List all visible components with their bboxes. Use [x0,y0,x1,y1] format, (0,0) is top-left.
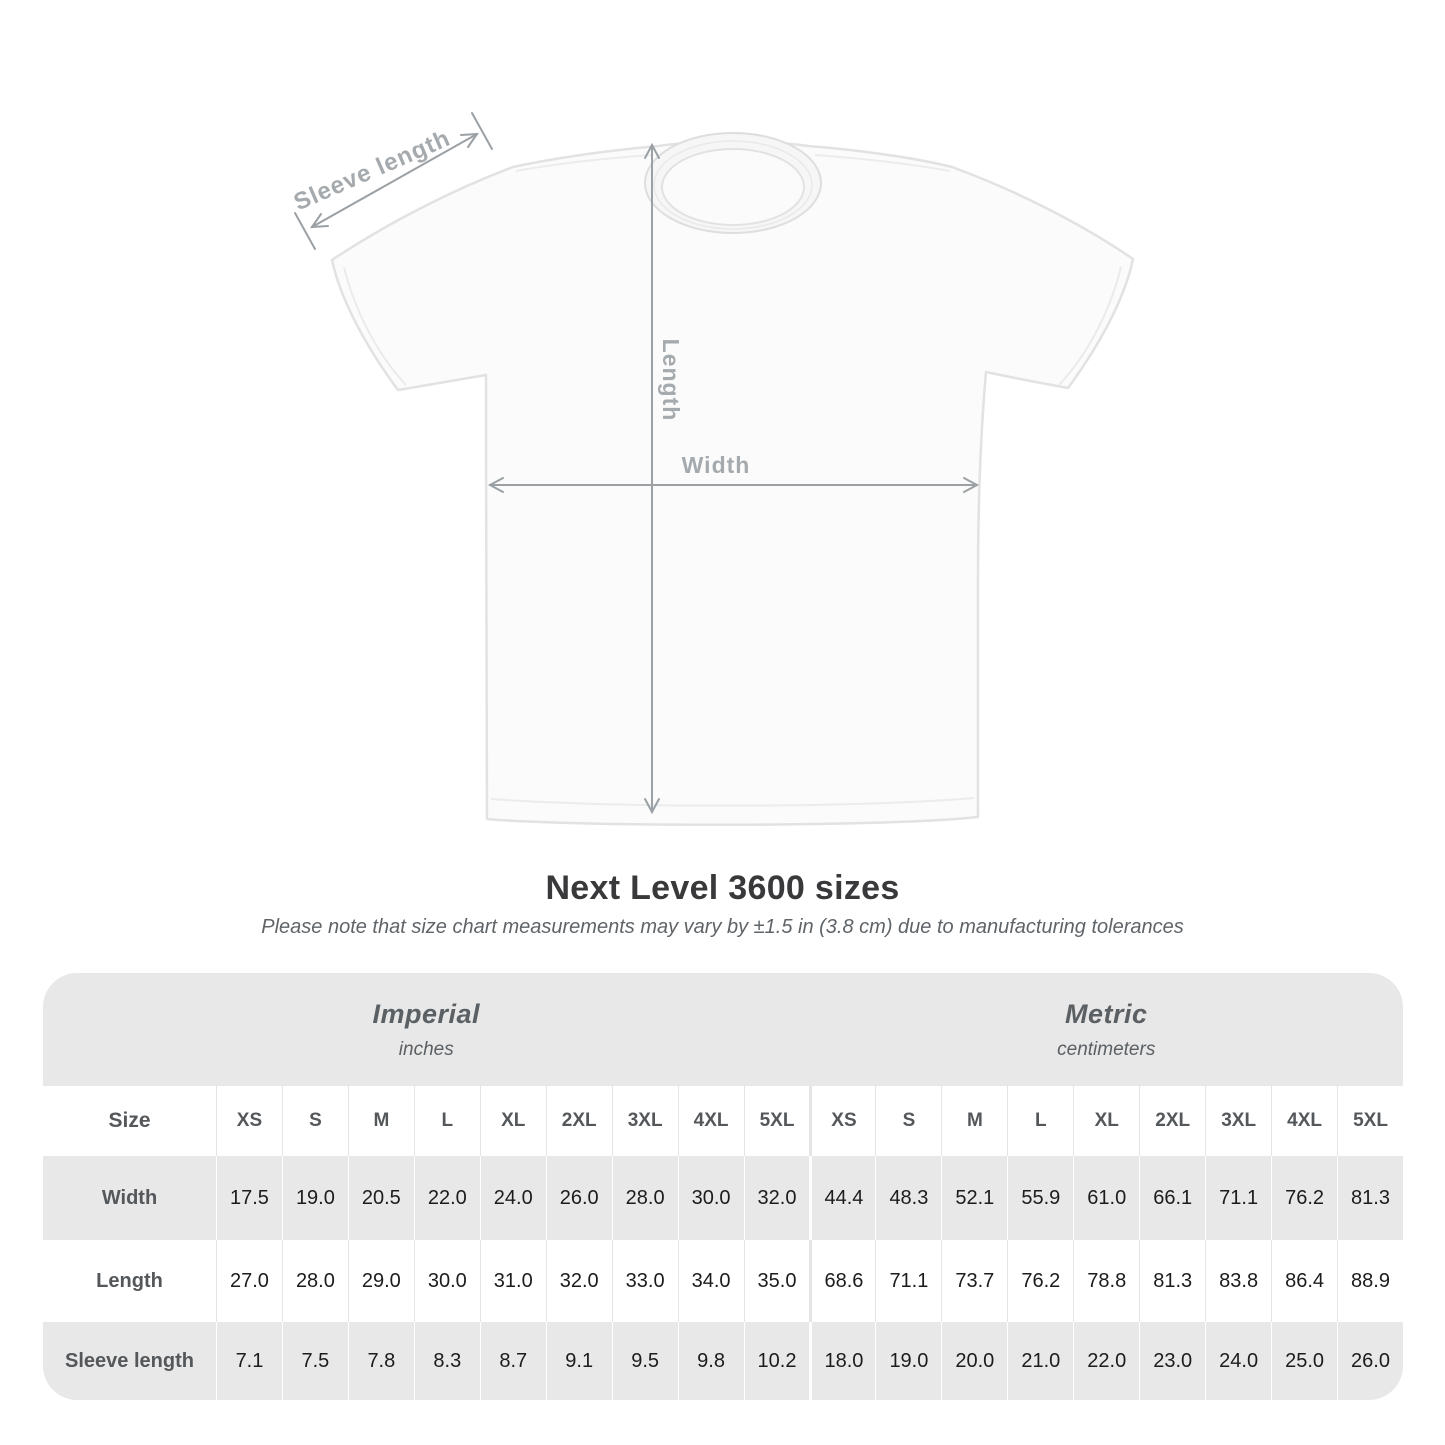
table-cell: 78.8 [1073,1240,1139,1322]
table-cell: 33.0 [612,1240,678,1322]
table-cell: 52.1 [941,1156,1007,1240]
table-cell: 55.9 [1007,1156,1073,1240]
table-cell: 20.5 [348,1156,414,1240]
group-unit: inches [398,1038,454,1060]
size-col-header: 5XL [1337,1086,1403,1156]
size-col-header: L [414,1086,480,1156]
table-cell: 31.0 [480,1240,546,1322]
length-label: Length [658,338,684,422]
table-cell: 86.4 [1271,1240,1337,1322]
group-label: Metric [1064,998,1148,1029]
size-col-header: M [348,1086,414,1156]
table-cell: 30.0 [414,1240,480,1322]
size-col-header: L [1007,1086,1073,1156]
table-cell: 22.0 [1073,1322,1139,1400]
table-cell: 68.6 [809,1240,875,1322]
size-col-header: 4XL [1271,1086,1337,1156]
table-cell: 71.1 [1205,1156,1271,1240]
table-cell: 44.4 [809,1156,875,1240]
table-cell: 32.0 [744,1156,810,1240]
table-cell: 30.0 [678,1156,744,1240]
table-cell: 21.0 [1007,1322,1073,1400]
row-label: Width [43,1156,216,1240]
table-cell: 9.8 [678,1322,744,1400]
table-cell: 26.0 [1337,1322,1403,1400]
unit-group-metric [809,973,1403,1086]
table-cell: 29.0 [348,1240,414,1322]
size-col-header: 2XL [546,1086,612,1156]
table-cell: 76.2 [1271,1156,1337,1240]
table-cell: 19.0 [875,1322,941,1400]
page-title: Next Level 3600 sizes [545,869,900,907]
tshirt-body [332,142,1133,825]
table-cell: 66.1 [1139,1156,1205,1240]
table-cell: 9.1 [546,1322,612,1400]
table-cell: 28.0 [612,1156,678,1240]
table-cell: 71.1 [875,1240,941,1322]
table-cell: 83.8 [1205,1240,1271,1322]
table-cell: 22.0 [414,1156,480,1240]
size-col-header: S [282,1086,348,1156]
size-col-header: XS [216,1086,282,1156]
size-col-header: 4XL [678,1086,744,1156]
size-col-header: XS [809,1086,875,1156]
table-cell: 7.5 [282,1322,348,1400]
table-cell: 19.0 [282,1156,348,1240]
group-label: Imperial [372,998,481,1029]
table-cell: 8.3 [414,1322,480,1400]
size-col-header: M [941,1086,1007,1156]
table-cell: 61.0 [1073,1156,1139,1240]
table-cell: 24.0 [1205,1322,1271,1400]
size-col-header: 3XL [1205,1086,1271,1156]
table-cell: 7.8 [348,1322,414,1400]
table-cell: 81.3 [1337,1156,1403,1240]
table-cell: 23.0 [1139,1322,1205,1400]
table-cell: 48.3 [875,1156,941,1240]
tshirt-collar-inner [662,149,804,225]
size-header-cell: Size [43,1086,216,1156]
page-subtitle: Please note that size chart measurements may vary by ±1.5 in (3.8 cm) due to manufacturing tolerances [261,916,1184,938]
table-cell: 73.7 [941,1240,1007,1322]
table-cell: 34.0 [678,1240,744,1322]
table-cell: 20.0 [941,1322,1007,1400]
width-label: Width [681,452,751,478]
table-cell: 32.0 [546,1240,612,1322]
row-label: Sleeve length [43,1322,216,1400]
table-cell: 76.2 [1007,1240,1073,1322]
table-cell: 8.7 [480,1322,546,1400]
table-cell: 26.0 [546,1156,612,1240]
table-cell: 9.5 [612,1322,678,1400]
table-cell: 17.5 [216,1156,282,1240]
table-cell: 24.0 [480,1156,546,1240]
group-unit: centimeters [1057,1038,1156,1060]
table-cell: 88.9 [1337,1240,1403,1322]
unit-group-imperial [43,973,809,1086]
table-cell: 35.0 [744,1240,810,1322]
size-col-header: 5XL [744,1086,810,1156]
table-cell: 18.0 [809,1322,875,1400]
table-cell: 7.1 [216,1322,282,1400]
table-cell: 27.0 [216,1240,282,1322]
table-cell: 25.0 [1271,1322,1337,1400]
table-cell: 10.2 [744,1322,810,1400]
size-col-header: 2XL [1139,1086,1205,1156]
size-col-header: XL [480,1086,546,1156]
table-cell: 81.3 [1139,1240,1205,1322]
size-table [43,973,1403,1400]
size-col-header: S [875,1086,941,1156]
size-col-header: XL [1073,1086,1139,1156]
size-col-header: 3XL [612,1086,678,1156]
table-cell: 28.0 [282,1240,348,1322]
row-label: Length [43,1240,216,1322]
sleeve-length-label: Sleeve length [289,124,455,217]
